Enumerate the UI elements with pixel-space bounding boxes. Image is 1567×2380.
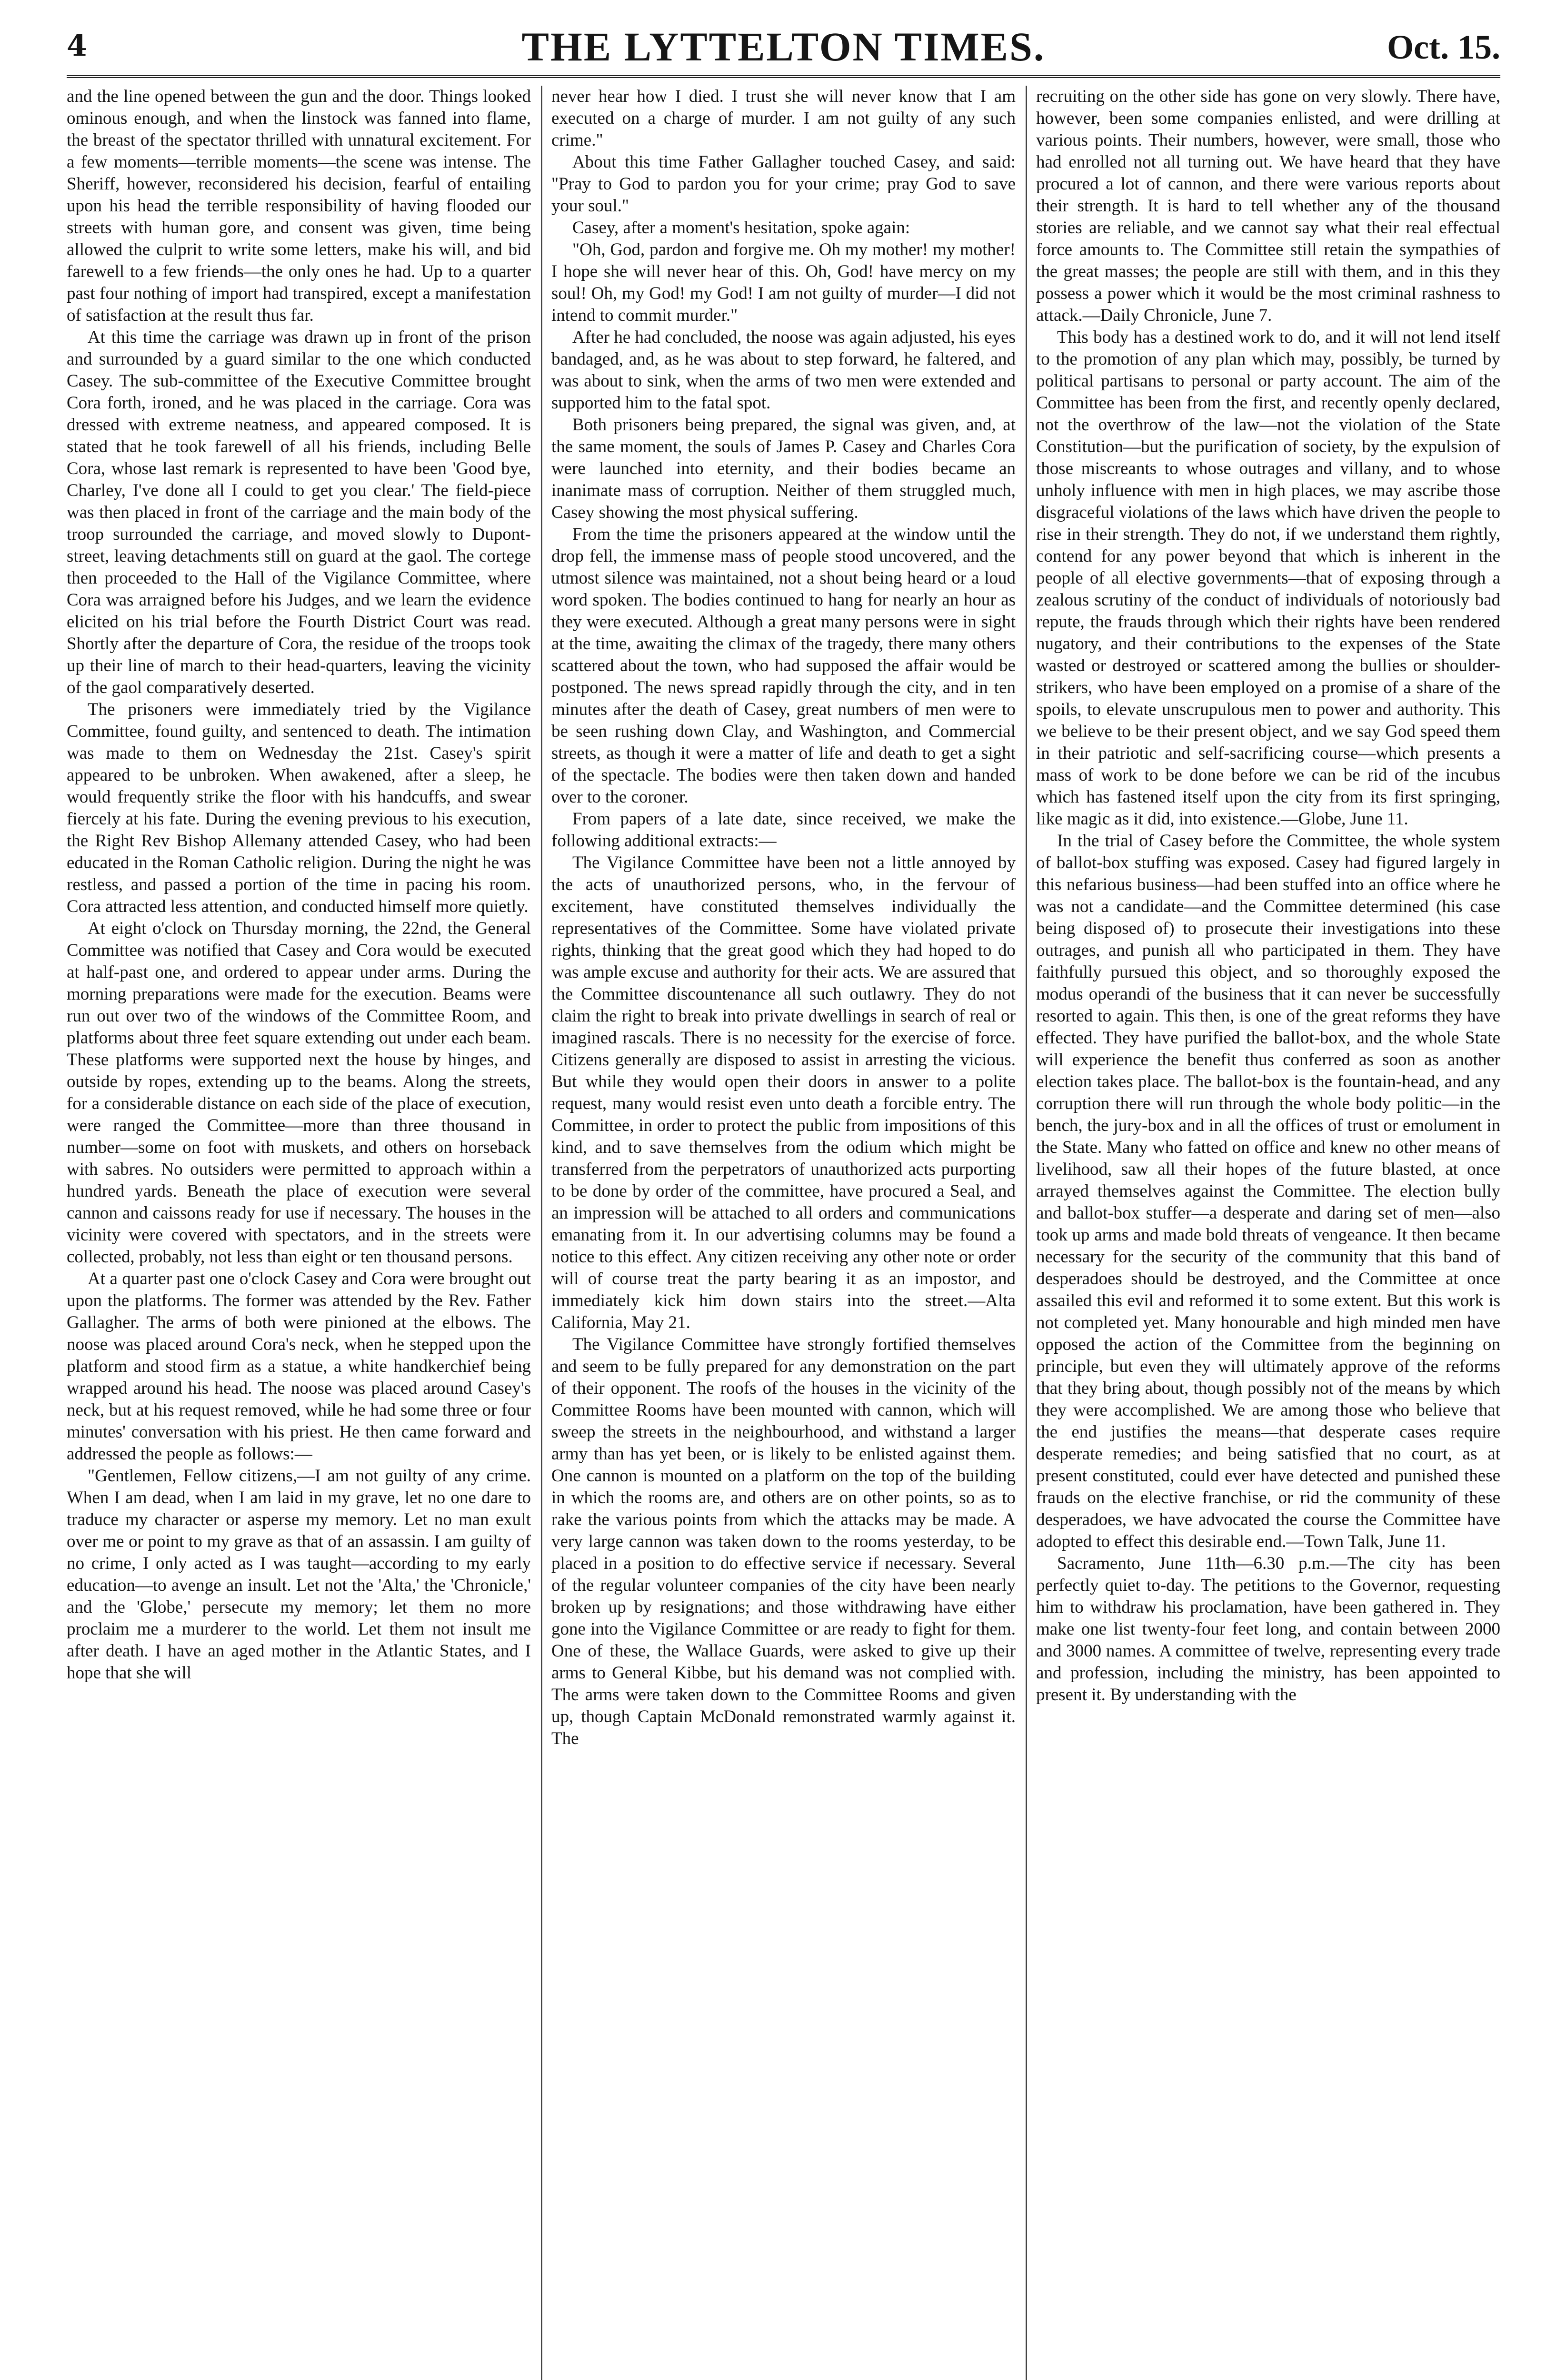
paragraph: never hear how I died. I trust she will never know that I am executed on a charge of murder. I am not guilty of any such crime." xyxy=(551,87,1016,150)
paragraph: At this time the carriage was drawn up in front of the prison and surrounded by a guard similar to the one which conducted Casey. The sub-committee of the Executive Committee brought Cora forth, ironed, and he was placed in the carriage. Cora was dressed with extreme neatness, and appeared composed. It is stated that he took farewell of all his friends, including Belle Cora, whose last remark is represented to have been 'Good bye, Charley, I've done all I could to get you clear.' The field-piece was then placed in front of the carriage and the main body of the troop surrounded the carriage, and moved slowly to Dupont-street, leaving detachments still on guard at the gaol. The cortege then proceeded to the Hall of the Vigilance Committee, where Cora was arraigned before his Judges, and we learn the evidence elicited on his trial before the Fourth District Court was read. Shortly after the departure of Cora, the residue of the troops took up their line of march to their head-quarters, leaving the vicinity of the gaol comparatively deserted. xyxy=(67,327,531,697)
paragraph: Both prisoners being prepared, the signal was given, and, at the same moment, the souls of James P. Casey and Charles Cora were launched into eternity, and their bodies became an inanimate mass of corruption. Neither of them struggled much, Casey showing the most physical suffering. xyxy=(551,415,1016,522)
paragraph: "Gentlemen, Fellow citizens,—I am not guilty of any crime. When I am dead, when I am laid in my grave, let no one dare to traduce my character or asperse my memory. Let no man exult over me or point to my grave as that of an assassin. I am guilty of no crime, I only acted as I was taught—according to my early education—to avenge an insult. Let not the 'Alta,' the 'Chronicle,' and the 'Globe,' persecute my memory; let them no more proclaim me a murderer to the world. Let them not insult me after death. I have an aged mother in the Atlantic States, and I hope that she will xyxy=(67,1466,531,1683)
paragraph: From the time the prisoners appeared at the window until the drop fell, the immense mass of people stood uncovered, and the utmost silence was maintained, not a shout being heard or a loud word spoken. The bodies continued to hang for nearly an hour as they were executed. Although a great many persons were in sight at the time, awaiting the climax of the tragedy, there many others scattered about the town, who had supposed the affair would be postponed. The news spread rapidly through the city, and in ten minutes after the death of Casey, great numbers of men were to be seen rushing down Clay, and Washington, and Commercial streets, as though it were a matter of life and death to get a sight of the spectacle. The bodies were then taken down and handed over to the coroner. xyxy=(551,525,1016,807)
paragraph: After he had concluded, the noose was again adjusted, his eyes bandaged, and, as he was about to step forward, he faltered, and was about to sink, when the arms of two men were extended and supported him to the fatal spot. xyxy=(551,327,1016,413)
paragraph: "Oh, God, pardon and forgive me. Oh my mother! my mother! I hope she will never hear of this. Oh, God! have mercy on my soul! Oh, my God! my God! I am not guilty of murder—I did not intend to commit murder." xyxy=(551,240,1016,325)
paragraph: About this time Father Gallagher touched Casey, and said: "Pray to God to pardon you for your crime; pray God to save your soul." xyxy=(551,152,1016,216)
page-number: 4 xyxy=(67,28,88,63)
paragraph: At a quarter past one o'clock Casey and Cora were brought out upon the platforms. The former was attended by the Rev. Father Gallagher. The arms of both were pinioned at the elbows. The noose was placed around Cora's neck, when he stepped upon the platform and stood firm as a statue, a white handkerchief being wrapped around his head. The noose was placed around Casey's neck, but at his request removed, while he had some three or four minutes' conversation with his priest. He then came forward and addressed the people as follows:— xyxy=(67,1269,531,1464)
column-rule xyxy=(541,86,542,2380)
column-rule xyxy=(1026,86,1027,2380)
paragraph: The Vigilance Committee have been not a little annoyed by the acts of unauthorized persons, who, in the fervour of excitement, have constituted themselves individually the representatives of the Committee. Some have violated private rights, thinking that the great good which they had hoped to do was ample excuse and authority for their acts. We are assured that the Committee discountenance all such outlawry. They do not claim the right to break into private dwellings in search of real or imagined rascals. There is no necessity for the exercise of force. Citizens generally are disposed to assist in arresting the vicious. But while they would open their doors in answer to a polite request, many would resist even unto death a forcible entry. The Committee, in order to protect the public from impositions of this kind, and to save themselves from the odium which might be transferred from the perpetrators of unauthorized acts purporting to be done by order of the committee, have procured a Seal, and an impression will be attached to all orders and communications emanating from it. In our advertising columns may be found a notice to this effect. Any citizen receiving any other note or order will of course treat the party bearing it as an impostor, and immediately kick him down stairs into the street.—Alta California, May 21. xyxy=(551,853,1016,1332)
paragraph: From papers of a late date, since received, we make the following additional extracts:— xyxy=(551,809,1016,851)
paragraph: Casey, after a moment's hesitation, spoke again: xyxy=(572,218,910,238)
paragraph: At eight o'clock on Thursday morning, the 22nd, the General Committee was notified that Casey and Cora would be executed at half-past one, and ordered to appear under arms. During the morning preparations were made for the execution. Beams were run out over two of the windows of the Committee Room, and platforms about three feet square extending out under each beam. These platforms were supported next the house by hinges, and outside by ropes, extending up to the beams. Along the streets, for a considerable distance on each side of the place of execution, were ranged the Committee—more than three thousand in number—some on foot with muskets, and others on horseback with sabres. No outsiders were permitted to approach within a hundred yards. Beneath the place of execution were several cannon and caissons ready for use if necessary. The houses in the vicinity were covered with spectators, and in the streets were collected, probably, not less than eight or ten thousand persons. xyxy=(67,919,531,1267)
column-1 xyxy=(67,86,531,2380)
masthead-rule xyxy=(67,75,1500,78)
newspaper-title: THE LYTTELTON TIMES. xyxy=(521,24,1046,69)
columns xyxy=(67,86,1500,2380)
paragraph: and the line opened between the gun and the door. Things looked ominous enough, and when the linstock was fanned into flame, the breast of the spectator thrilled with unnatural excitement. For a few moments—terrible moments—the scene was intense. The Sheriff, however, reconsidered his decision, fearful of entailing upon his head the terrible responsibility of having flooded our streets with human gore, and consent was given, time being allowed the culprit to write some letters, make his will, and bid farewell to a few friends—the only ones he had. Up to a quarter past four nothing of import had transpired, except a manifestation of satisfaction at the result thus far. xyxy=(67,87,531,325)
masthead xyxy=(67,24,1500,71)
column-3 xyxy=(1036,86,1500,2380)
newspaper-page xyxy=(67,0,1500,2380)
paragraph: recruiting on the other side has gone on very slowly. There have, however, been some companies enlisted, and were drilling at various points. Their numbers, however, were small, those who had enrolled not all turning out. We have heard that they have procured a lot of cannon, and there were various reports about their strength. It is hard to tell whether any of the thousand stories are reliable, and we cannot say what their real effectual force amounts to. The Committee still retain the sympathies of the great masses; the people are still with them, and in this they possess a power which it would be the most criminal rashness to attack.—Daily Chronicle, June 7. xyxy=(1036,87,1500,325)
paragraph: In the trial of Casey before the Committee, the whole system of ballot-box stuffing was exposed. Casey had figured largely in this nefarious business—had been stuffed into an office where he was not a candidate—and the Committee determined (his case being disposed of) to prosecute their investigations into these outrages, and punish all who participated in them. They have faithfully pursued this object, and so thoroughly exposed the modus operandi of the business that it can never be successfully resorted to again. This then, is one of the great reforms they have effected. They have purified the ballot-box, and the whole State will experience the benefit thus conferred as soon as another election takes place. The ballot-box is the fountain-head, and any corruption there will run through the whole body politic—in the bench, the jury-box and in all the offices of trust or emolument in the State. Many who fatted on office and knew no other means of livelihood, saw all their hopes of the future blasted, at once arrayed themselves against the Committee. The election bully and ballot-box stuffer—a desperate and daring set of men—also took up arms and made bold threats of vengeance. It then became necessary for the security of the community that this band of desperadoes should be destroyed, and the Committee at once assailed this evil and reformed it to some extent. But this work is not completed yet. Many honourable and high minded men have opposed the action of the Committee from the beginning on principle, but even they will ultimately approve of the reforms that they bring about, though possibly not of the means by which they were accomplished. We are among those who believe that the end justifies the means—that desperate cases require desperate remedies; and being satisfied that no court, as at present constituted, could ever have detected and punished these frauds on the elective franchise, or rid the community of these desperadoes, we have advocated the course the Committee have adopted to effect this desirable end.—Town Talk, June 11. xyxy=(1036,831,1500,1551)
paragraph: The prisoners were immediately tried by the Vigilance Committee, found guilty, and sentenced to death. The intimation was made to them on Wednesday the 21st. Casey's spirit appeared to be unbroken. When awakened, after a sleep, he would frequently strike the floor with his handcuffs, and swear fiercely at his fate. During the evening previous to his execution, the Right Rev Bishop Allemany attended Casey, who had been educated in the Roman Catholic religion. During the night he was restless, and passed a portion of the time in pacing his room. Cora attracted less attention, and conducted himself more quietly. xyxy=(67,700,531,916)
column-2 xyxy=(551,86,1016,2380)
issue-date: Oct. 15. xyxy=(1387,28,1500,66)
paragraph: The Vigilance Committee have strongly fortified themselves and seem to be fully prepared for any demonstration on the part of their opponent. The roofs of the houses in the vicinity of the Committee Rooms have been mounted with cannon, which will sweep the streets in the neighbourhood, and withstand a larger army than has yet been, or is likely to be enlisted against them. One cannon is mounted on a platform on the top of the building in which the rooms are, and others are on other points, so as to rake the various points from which the attacks may be made. A very large cannon was taken down to the rooms yesterday, to be placed in a position to do effective service if necessary. Several of the regular volunteer companies of the city have been nearly broken up by resignations; and those withdrawing have either gone into the Vigilance Committee or are ready to fight for them. One of these, the Wallace Guards, were asked to give up their arms to General Kibbe, but his demand was not complied with. The arms were taken down to the Committee Rooms and given up, though Captain McDonald remonstrated warmly against it. The xyxy=(551,1335,1016,1748)
paragraph: This body has a destined work to do, and it will not lend itself to the promotion of any plan which may, possibly, be turned by political partisans to personal or party account. The aim of the Committee has been from the first, and recently openly declared, not the overthrow of the law—not the violation of the State Constitution—but the purification of society, by the expulsion of those miscreants to whose outrages and villany, and to whose unholy influence with men in high places, we may ascribe those disgraceful violations of the laws which have driven the people to rise in their strength. They do not, if we understand them rightly, contend for any power beyond that which is inherent in the people of all elective governments—that of exposing through a zealous scrutiny of the conduct of individuals of notoriously bad repute, the frauds through which their rights have been rendered nugatory, and their contributions to the expenses of the State wasted or destroyed or scattered among the bullies or shoulder-strikers, who have been employed on a promise of a share of the spoils, to elevate unscrupulous men to power and authority. This we believe to be their present object, and we say God speed them in their patriotic and self-sacrificing course—which presents a mass of work to be done before we can be rid of the incubus which has fastened itself upon the city from its first springing, like magic as it did, into existence.—Globe, June 11. xyxy=(1036,327,1500,829)
paragraph: Sacramento, June 11th—6.30 p.m.—The city has been perfectly quiet to-day. The petitions to the Governor, requesting him to withdraw his proclamation, have been gathered in. They make one list twenty-four feet long, and contain between 2000 and 3000 names. A committee of twelve, representing every trade and profession, including the ministry, has been appointed to present it. By understanding with the xyxy=(1036,1554,1500,1705)
